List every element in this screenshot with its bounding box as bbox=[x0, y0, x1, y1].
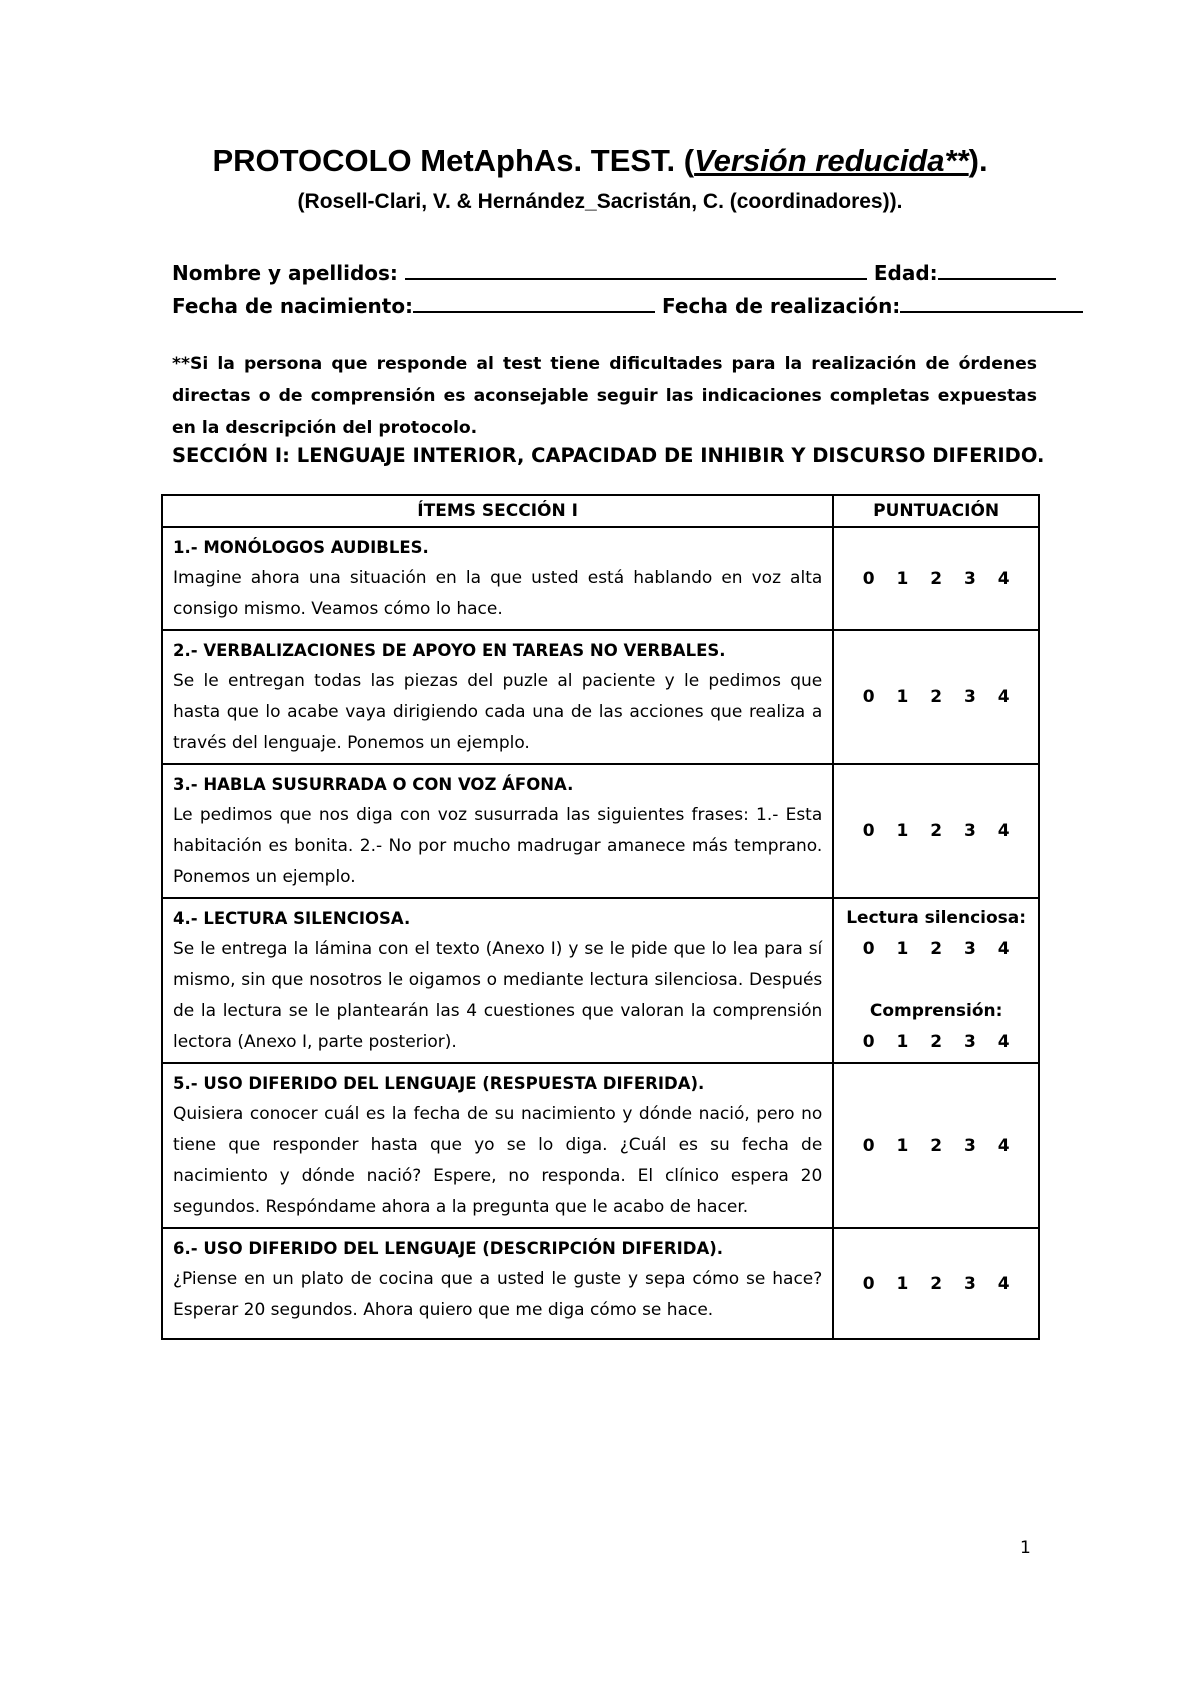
table-row bbox=[162, 630, 1039, 764]
score-scale[interactable]: 0 1 2 3 4 bbox=[862, 568, 1010, 589]
score-cell bbox=[833, 1228, 1039, 1339]
table-row bbox=[162, 1228, 1039, 1339]
score-cell bbox=[833, 764, 1039, 898]
item-cell bbox=[162, 630, 833, 764]
col-header-items: ÍTEMS SECCIÓN I bbox=[162, 495, 833, 527]
date-label: Fecha de realización: bbox=[662, 294, 901, 318]
score-label-silent-reading: Lectura silenciosa: bbox=[846, 908, 1027, 928]
title-main: PROTOCOLO MetAphAs. TEST. ( bbox=[212, 143, 695, 178]
page-number: 1 bbox=[1020, 1538, 1031, 1558]
name-field-line[interactable] bbox=[405, 258, 867, 280]
score-cell bbox=[833, 1063, 1039, 1228]
birth-field-line[interactable] bbox=[413, 291, 655, 313]
table-row bbox=[162, 764, 1039, 898]
item-text: ¿Piense en un plato de cocina que a usted le guste y sepa cómo se hace? Esperar 20 segundos. Ahora quiero que me diga cómo se hace. bbox=[173, 1269, 823, 1320]
item-text: Quisiera conocer cuál es la fecha de su nacimiento y dónde nació, pero no tiene que responder hasta que yo se lo diga. ¿Cuál es su fecha de nacimiento y dónde nació? Espere, no responda. El clínico espera 20 segundos. Respóndame ahora a la pregunta que le acabo de hacer. bbox=[173, 1104, 823, 1217]
score-scale[interactable]: 0 1 2 3 4 bbox=[862, 939, 1010, 959]
title-end: ). bbox=[968, 143, 988, 178]
name-label: Nombre y apellidos: bbox=[172, 261, 398, 285]
title-italic: Versión reducida** bbox=[694, 143, 969, 178]
item-text: Se le entrega la lámina con el texto (Anexo I) y se le pide que lo lea para sí mismo, sin que nosotros le oigamos o mediante lectura silenciosa. Después de la lectura se le plantearán las 4 cuestiones que valoran la comprensión lectora (Anexo I, parte posterior). bbox=[173, 939, 823, 1052]
score-scale[interactable]: 0 1 2 3 4 bbox=[862, 1032, 1010, 1052]
score-cell bbox=[833, 527, 1039, 630]
item-title: 5.- USO DIFERIDO DEL LENGUAJE (RESPUESTA DIFERIDA). bbox=[173, 1074, 705, 1093]
item-text: Imagine ahora una situación en la que usted está hablando en voz alta consigo mismo. Veamos cómo lo hace. bbox=[173, 568, 823, 619]
items-table bbox=[161, 494, 1040, 1340]
score-cell bbox=[833, 898, 1039, 1063]
instruction-note: **Si la persona que responde al test tiene dificultades para la realización de órdenes directas o de comprensión es aconsejable seguir las indicaciones completas expuestas en la descripción del protocolo. bbox=[172, 354, 1037, 438]
date-field-line[interactable] bbox=[900, 291, 1083, 313]
item-text: Le pedimos que nos diga con voz susurrada las siguientes frases: 1.- Esta habitación es bonita. 2.- No por mucho madrugar amanece más temprano. Ponemos un ejemplo. bbox=[173, 805, 823, 887]
score-label-comprehension: Comprensión: bbox=[869, 1001, 1003, 1021]
score-scale[interactable]: 0 1 2 3 4 bbox=[862, 1135, 1010, 1156]
age-field-line[interactable] bbox=[938, 258, 1056, 280]
page-title bbox=[0, 143, 1200, 179]
item-cell bbox=[162, 1063, 833, 1228]
item-cell bbox=[162, 527, 833, 630]
age-label: Edad: bbox=[873, 261, 938, 285]
score-scale[interactable]: 0 1 2 3 4 bbox=[862, 687, 1010, 707]
table-row bbox=[162, 527, 1039, 630]
table-row bbox=[162, 898, 1039, 1063]
page-subtitle: (Rosell-Clari, V. & Hernández_Sacristán, C. (coordinadores)). bbox=[297, 190, 903, 213]
item-text: Se le entregan todas las piezas del puzle al paciente y le pedimos que hasta que lo acabe vaya dirigiendo cada una de las acciones que realiza a través del lenguaje. Ponemos un ejemplo. bbox=[173, 671, 823, 753]
col-header-score: PUNTUACIÓN bbox=[833, 495, 1039, 527]
item-title: 3.- HABLA SUSURRADA O CON VOZ ÁFONA. bbox=[173, 775, 574, 794]
birth-label: Fecha de nacimiento: bbox=[172, 294, 414, 318]
score-cell bbox=[833, 630, 1039, 764]
table-header-row bbox=[162, 495, 1039, 527]
form-row-dates bbox=[172, 291, 1083, 318]
item-cell bbox=[162, 764, 833, 898]
table-row bbox=[162, 1063, 1039, 1228]
item-cell bbox=[162, 1228, 833, 1339]
item-title: 6.- USO DIFERIDO DEL LENGUAJE (DESCRIPCIÓN DIFERIDA). bbox=[173, 1239, 724, 1258]
form-row-name bbox=[172, 258, 1056, 285]
section-title: SECCIÓN I: LENGUAJE INTERIOR, CAPACIDAD DE INHIBIR Y DISCURSO DIFERIDO. bbox=[172, 444, 1045, 467]
score-scale[interactable]: 0 1 2 3 4 bbox=[862, 1273, 1010, 1294]
item-cell bbox=[162, 898, 833, 1063]
item-title: 2.- VERBALIZACIONES DE APOYO EN TAREAS NO VERBALES. bbox=[173, 641, 726, 660]
score-scale[interactable]: 0 1 2 3 4 bbox=[862, 821, 1010, 841]
item-title: 4.- LECTURA SILENCIOSA. bbox=[173, 909, 411, 928]
item-title: 1.- MONÓLOGOS AUDIBLES. bbox=[173, 538, 429, 557]
